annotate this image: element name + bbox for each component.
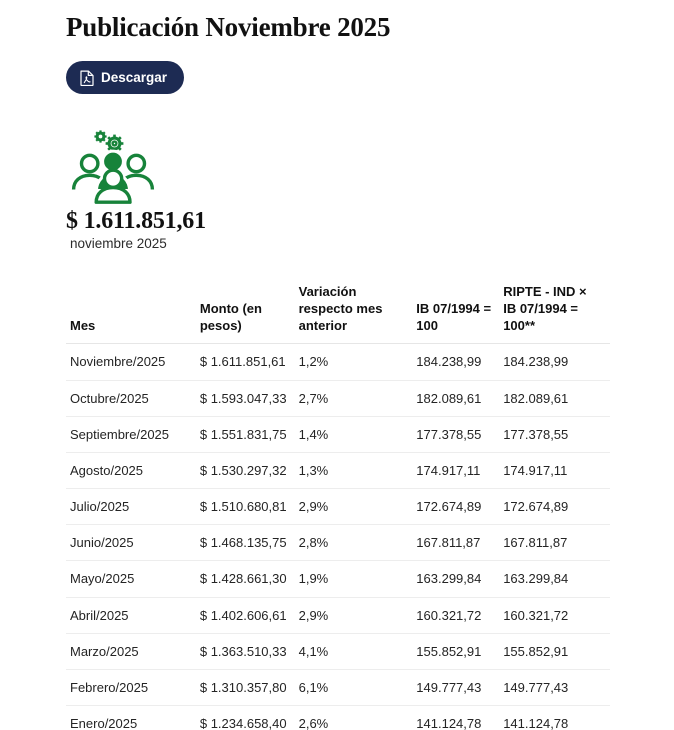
- download-button-label: Descargar: [101, 70, 168, 85]
- cell-variacion: 4,1%: [295, 633, 413, 669]
- cell-mes: Junio/2025: [66, 525, 196, 561]
- data-table-container: [66, 283, 610, 730]
- table-row: [66, 452, 610, 488]
- cell-mes: Mayo/2025: [66, 561, 196, 597]
- cell-variacion: 2,8%: [295, 525, 413, 561]
- cell-ripte: 141.124,78: [499, 706, 610, 730]
- cell-ib: 177.378,55: [412, 416, 499, 452]
- cell-monto: $ 1.510.680,81: [196, 489, 295, 525]
- cell-mes: Septiembre/2025: [66, 416, 196, 452]
- table-row: [66, 597, 610, 633]
- column-header-monto: Monto (en pesos): [196, 283, 295, 344]
- cell-ib: 149.777,43: [412, 669, 499, 705]
- column-header-ripte: RIPTE - IND × IB 07/1994 = 100**: [499, 283, 610, 344]
- cell-ib: 167.811,87: [412, 525, 499, 561]
- table-row: [66, 561, 610, 597]
- cell-mes: Julio/2025: [66, 489, 196, 525]
- cell-ripte: 163.299,84: [499, 561, 610, 597]
- cell-mes: Marzo/2025: [66, 633, 196, 669]
- cell-ib: 155.852,91: [412, 633, 499, 669]
- cell-monto: $ 1.530.297,32: [196, 452, 295, 488]
- cell-ripte: 177.378,55: [499, 416, 610, 452]
- column-header-ib: IB 07/1994 = 100: [412, 283, 499, 344]
- column-header-variacion: Variación respecto mes anterior: [295, 283, 413, 344]
- cell-mes: Noviembre/2025: [66, 344, 196, 380]
- page-title: Publicación Noviembre 2025: [66, 12, 391, 42]
- cell-ib: 174.917,11: [412, 452, 499, 488]
- cell-mes: Febrero/2025: [66, 669, 196, 705]
- table-body: [66, 344, 610, 730]
- cell-ripte: 172.674,89: [499, 489, 610, 525]
- cell-ib: 184.238,99: [412, 344, 499, 380]
- people-gears-icon: [70, 128, 156, 204]
- cell-variacion: 6,1%: [295, 669, 413, 705]
- cell-monto: $ 1.402.606,61: [196, 597, 295, 633]
- cell-variacion: 2,7%: [295, 380, 413, 416]
- table-row: [66, 489, 610, 525]
- table-row: [66, 380, 610, 416]
- cell-variacion: 1,3%: [295, 452, 413, 488]
- table-row: [66, 633, 610, 669]
- cell-variacion: 2,9%: [295, 489, 413, 525]
- cell-monto: $ 1.310.357,80: [196, 669, 295, 705]
- cell-ripte: 149.777,43: [499, 669, 610, 705]
- cell-mes: Enero/2025: [66, 706, 196, 730]
- download-button[interactable]: [66, 61, 184, 94]
- cell-variacion: 1,4%: [295, 416, 413, 452]
- cell-ripte: 184.238,99: [499, 344, 610, 380]
- table-row: [66, 525, 610, 561]
- cell-ib: 172.674,89: [412, 489, 499, 525]
- cell-monto: $ 1.428.661,30: [196, 561, 295, 597]
- cell-variacion: 1,9%: [295, 561, 413, 597]
- cell-monto: $ 1.363.510,33: [196, 633, 295, 669]
- cell-variacion: 2,9%: [295, 597, 413, 633]
- cell-monto: $ 1.234.658,40: [196, 706, 295, 730]
- publication-data-table: [66, 283, 610, 730]
- cell-monto: $ 1.468.135,75: [196, 525, 295, 561]
- cell-ib: 160.321,72: [412, 597, 499, 633]
- cell-mes: Abril/2025: [66, 597, 196, 633]
- table-row: [66, 344, 610, 380]
- table-row: [66, 706, 610, 730]
- cell-ripte: 182.089,61: [499, 380, 610, 416]
- cell-ib: 182.089,61: [412, 380, 499, 416]
- cell-monto: $ 1.551.831,75: [196, 416, 295, 452]
- cell-ripte: 174.917,11: [499, 452, 610, 488]
- cell-mes: Octubre/2025: [66, 380, 196, 416]
- cell-variacion: 1,2%: [295, 344, 413, 380]
- cell-ripte: 155.852,91: [499, 633, 610, 669]
- cell-ib: 163.299,84: [412, 561, 499, 597]
- cell-monto: $ 1.593.047,33: [196, 380, 295, 416]
- cell-monto: $ 1.611.851,61: [196, 344, 295, 380]
- cell-variacion: 2,6%: [295, 706, 413, 730]
- column-header-mes: Mes: [66, 283, 196, 344]
- cell-mes: Agosto/2025: [66, 452, 196, 488]
- table-row: [66, 416, 610, 452]
- cell-ripte: 160.321,72: [499, 597, 610, 633]
- cell-ib: 141.124,78: [412, 706, 499, 730]
- table-row: [66, 669, 610, 705]
- highlight-amount: $ 1.611.851,61: [66, 208, 206, 234]
- table-header-row: [66, 283, 610, 344]
- table-header: [66, 283, 610, 344]
- highlight-period: noviembre 2025: [70, 236, 167, 251]
- pdf-file-icon: [80, 70, 94, 86]
- cell-ripte: 167.811,87: [499, 525, 610, 561]
